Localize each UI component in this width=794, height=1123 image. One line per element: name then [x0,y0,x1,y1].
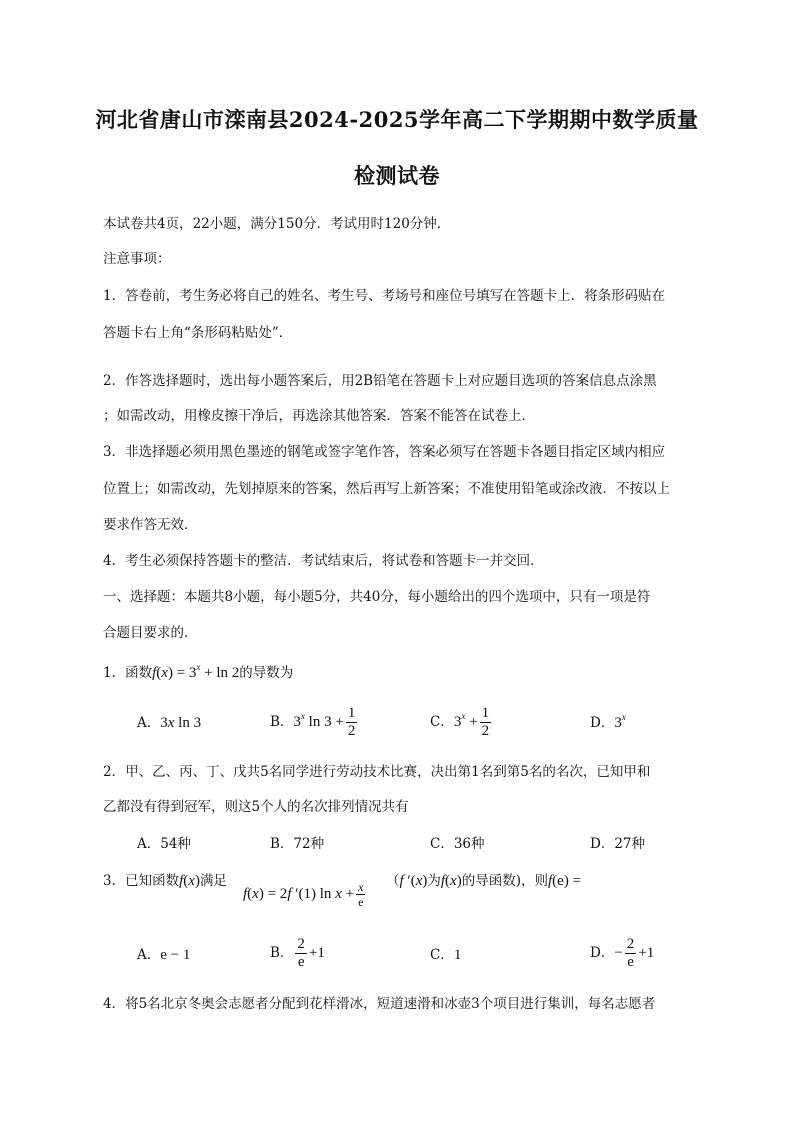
question-1-formula: $f(x) = 3^x + \ln 2$ [152,662,240,681]
note-2-line-2: ；如需改动，用橡皮擦干净后，再选涂其他答案．答案不能答在试卷上． [103,408,535,424]
question-3-prefix: 3．已知函数f(x)满足 [103,873,227,889]
question-2-option-a[interactable]: A．54种 [137,836,191,852]
question-1-prefix: 1．函数 [103,665,153,681]
section-1-heading-line-2: 合题目要求的． [103,625,198,641]
fraction-one-half: $\frac{1}{2}$ [481,705,490,739]
question-2-option-c[interactable]: C．36种 [430,836,485,852]
question-1-option-d[interactable]: D．3$^x$ [590,712,626,731]
note-1-line-1: 1．答卷前，考生务必将自己的姓名、考生号、考场号和座位号填写在答题卡上．将条形码贴在 [103,288,666,304]
note-3-line-1: 3．非选择题必须用黑色墨迹的钢笔或签字笔作答，答案必须写在答题卡各题目指定区域内相应 [103,444,666,460]
exam-title-line-1: 河北省唐山市滦南县2024-2025学年高二下学期期中数学质量 [95,107,699,132]
exam-title-line-2: 检测试卷 [354,163,440,188]
note-3-line-2: 位置上；如需改动，先划掉原来的答案，然后再写上新答案；不准使用铅笔或涂改液．不按以上 [103,481,670,497]
note-1-line-2: 答题卡右上角“条形码粘贴处”． [103,325,293,341]
question-4-stem-line-1: 4．将5名北京冬奥会志愿者分配到花样滑冰，短道速滑和冰壶3个项目进行集训，每名志愿者 [103,996,656,1012]
question-1-suffix: 的导数为 [239,665,294,681]
notes-heading: 注意事项： [103,251,171,267]
question-3-condition: （f ′(x)为f(x)的导函数)，则f(e) = [386,873,582,889]
question-2-option-b[interactable]: B．72种 [270,836,325,852]
fraction-two-over-e: $\frac{2}{e}$ [297,936,305,970]
question-3-option-c[interactable]: C．1 [430,947,462,963]
fraction-one-half: $\frac{1}{2}$ [347,705,356,739]
question-3-option-d[interactable]: D．− $\frac{2}{e}$ +1 [590,936,655,970]
note-3-line-3: 要求作答无效． [103,517,198,533]
question-1-option-c[interactable]: C．$3^x$ + $\frac{1}{2}$ [430,705,490,739]
section-1-heading-line-1: 一、选择题：本题共8小题，每小题5分，共40分，每小题给出的四个选项中，只有一项是符 [103,589,651,605]
question-3-option-a[interactable]: A．e − 1 [137,947,191,963]
fraction-two-over-e: $\frac{2}{e}$ [626,936,635,970]
question-3-option-b[interactable]: B． $\frac{2}{e}$ +1 [270,936,325,970]
note-4: 4．考生必须保持答题卡的整洁．考试结束后，将试卷和答题卡一并交回． [103,553,544,569]
question-2-stem-line-1: 2．甲、乙、丙、丁、戊共5名同学进行劳动技术比赛，决出第1名到第5名的名次，已知甲和 [103,764,651,780]
question-3-formula: f(x) = 2f ′(1) ln x + $\frac{x}{e}$ [243,880,364,909]
question-2-stem-line-2: 乙都没有得到冠军，则这5个人的名次排列情况共有 [103,799,409,815]
question-1-stem [103,664,293,682]
fraction-x-over-e: $\frac{x}{e}$ [358,880,364,909]
question-1-option-a[interactable]: A．3x ln 3 [137,715,202,731]
note-2-line-1: 2．作答选择题时，选出每小题答案后，用2B铅笔在答题卡上对应题目选项的答案信息点涂黑 [103,373,657,389]
question-1-option-b[interactable]: B．3$^x$ ln 3 + $\frac{1}{2}$ [270,705,356,739]
exam-intro: 本试卷共4页，22小题，满分150分．考试用时120分钟． [103,216,451,232]
question-2-option-d[interactable]: D．27种 [590,836,646,852]
